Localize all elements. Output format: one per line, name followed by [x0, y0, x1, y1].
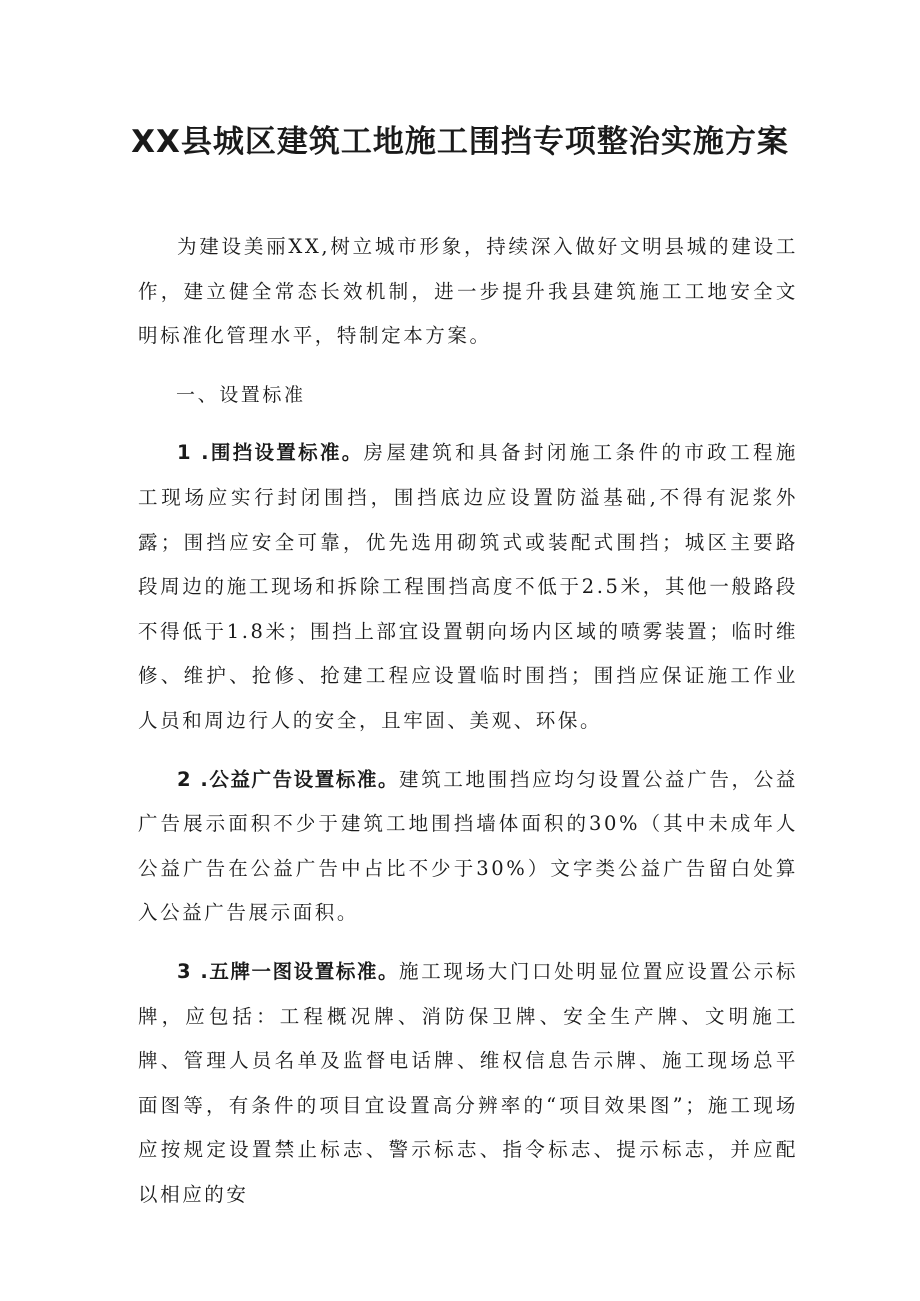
intro-paragraph: 为建设美丽XX,树立城市形象，持续深入做好文明县城的建设工作，建立健全常态长效机制，进一步提升我县建筑施工工地安全文明标准化管理水平，特制定本方案。 [138, 235, 798, 348]
standard-item-3 [138, 950, 798, 1218]
standard-item-1-lead: 1 .围挡设置标准。 [177, 441, 364, 465]
section-heading: 一、设置标准 [176, 383, 306, 406]
document-body [138, 225, 798, 1217]
standard-item-3-text: 施工现场大门口处明显位置应设置公示标牌，应包括：工程概况牌、消防保卫牌、安全生产牌、文明施工牌、管理人员名单及监督电话牌、维权信息告示牌、施工现场总平面图等，有条件的项目宜设置高分辨率的“项目效果图”；施工现场应按规定设置禁止标志、警示标志、指令标志、提示标志，并应配以相应的安 [138, 959, 798, 1206]
standard-item-3-lead: 3 .五牌一图设置标准。 [177, 959, 400, 983]
standard-item-2-text: 建筑工地围挡应均匀设置公益广告，公益广告展示面积不少于建筑工地围挡墙体面积的30%（其中未成年人公益广告在公益广告中占比不少于30%）文字类公益广告留白处算入公益广告展示面积。 [138, 767, 798, 925]
standard-item-2 [138, 758, 798, 936]
standard-item-1-text: 房屋建筑和具备封闭施工条件的市政工程施工现场应实行封闭围挡，围挡底边应设置防溢基础,不得有泥浆外露；围挡应安全可靠，优先选用砌筑式或装配式围挡；城区主要路段周边的施工现场和拆除工程围挡高度不低于2.5米，其他一般路段不得低于1.8米；围挡上部宜设置朝向场内区域的喷雾装置；临时维修、维护、抢修、抢建工程应设置临时围挡；围挡应保证施工作业人员和周边行人的安全，且牢固、美观、环保。 [138, 441, 798, 732]
standard-item-2-lead: 2 .公益广告设置标准。 [177, 767, 400, 791]
document-title: XX县城区建筑工地施工围挡专项整治实施方案 [131, 124, 789, 160]
standard-item-1 [138, 431, 798, 743]
